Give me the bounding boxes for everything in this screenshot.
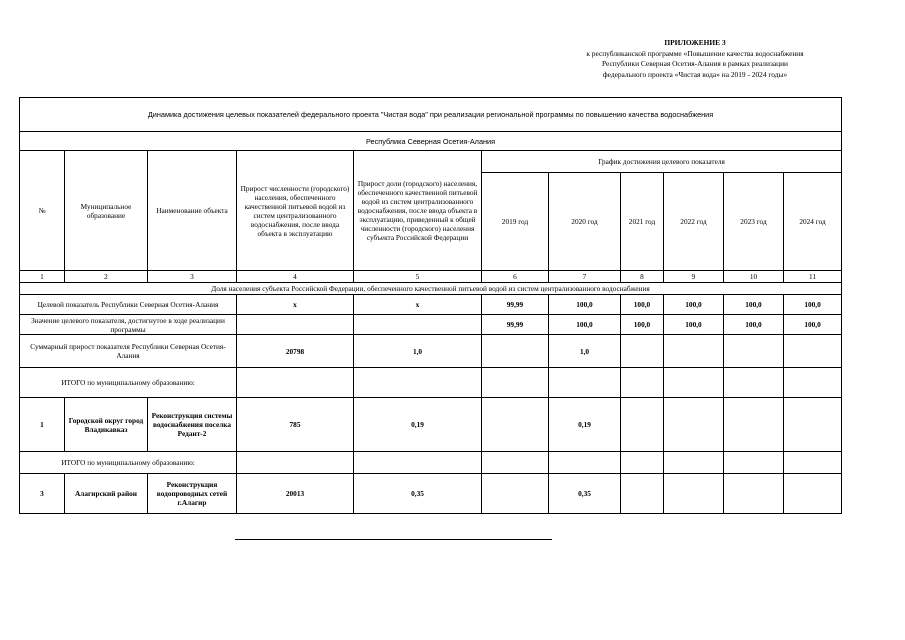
header-municipality: Муниципальное образование <box>65 151 148 271</box>
entry-2022 <box>664 474 724 514</box>
achieved-row-2024: 100,0 <box>784 315 842 335</box>
sum-row-2021 <box>621 335 664 368</box>
total-row-cell <box>482 452 549 474</box>
target-row-2020: 100,0 <box>549 295 621 315</box>
signature-line <box>235 539 552 540</box>
header-growth-count: Прирост численности (городского) населения, обеспеченного качественной питьевой водой из систем централизованного водоснабжения, после ввода объекта в эксплуатацию <box>237 151 354 271</box>
total-row-cell <box>549 452 621 474</box>
sum-row-2023 <box>724 335 784 368</box>
annex-line-2: Республики Северная Осетия-Алания в рамках реализации <box>601 59 789 68</box>
entry-2024 <box>784 398 842 452</box>
sum-row-label: Суммарный прирост показателя Республики Северная Осетия-Алания <box>20 335 237 368</box>
entry-no: 1 <box>20 398 65 452</box>
target-row-2024: 100,0 <box>784 295 842 315</box>
entry-2024 <box>784 474 842 514</box>
total-row-cell <box>784 452 842 474</box>
achieved-row-count <box>237 315 354 335</box>
col-number: 8 <box>621 271 664 283</box>
header-object: Наименование объекта <box>148 151 237 271</box>
total-row-label: ИТОГО по муниципальному образованию: <box>20 368 237 398</box>
sum-row-2019 <box>482 335 549 368</box>
total-row-cell <box>664 452 724 474</box>
achieved-row-2022: 100,0 <box>664 315 724 335</box>
achieved-row-2021: 100,0 <box>621 315 664 335</box>
target-row-share: x <box>354 295 482 315</box>
entry-2021 <box>621 474 664 514</box>
total-row-cell <box>664 368 724 398</box>
header-schedule: График достижения целевого показателя <box>482 151 842 173</box>
total-row-cell <box>354 368 482 398</box>
sum-row-share: 1,0 <box>354 335 482 368</box>
total-row-cell <box>237 368 354 398</box>
entry-count: 785 <box>237 398 354 452</box>
col-number: 10 <box>724 271 784 283</box>
sum-row-count: 20798 <box>237 335 354 368</box>
target-row-2019: 99,99 <box>482 295 549 315</box>
entry-share: 0,19 <box>354 398 482 452</box>
entry-count: 20013 <box>237 474 354 514</box>
col-number: 5 <box>354 271 482 283</box>
total-row-cell <box>621 452 664 474</box>
col-number: 7 <box>549 271 621 283</box>
entry-2023 <box>724 398 784 452</box>
total-row-cell <box>621 368 664 398</box>
entry-2020: 0,35 <box>549 474 621 514</box>
target-row-2022: 100,0 <box>664 295 724 315</box>
total-row-cell <box>237 452 354 474</box>
achieved-row-share <box>354 315 482 335</box>
total-row-cell <box>724 368 784 398</box>
total-row-cell <box>354 452 482 474</box>
total-row-cell <box>482 368 549 398</box>
total-row-cell <box>784 368 842 398</box>
col-number: 6 <box>482 271 549 283</box>
entry-2023 <box>724 474 784 514</box>
annex-header <box>545 38 845 80</box>
sum-row-2022 <box>664 335 724 368</box>
header-year-2020: 2020 год <box>549 173 621 271</box>
col-number: 4 <box>237 271 354 283</box>
entry-2019 <box>482 474 549 514</box>
entry-share: 0,35 <box>354 474 482 514</box>
achieved-row-2019: 99,99 <box>482 315 549 335</box>
entry-2022 <box>664 398 724 452</box>
header-year-2019: 2019 год <box>482 173 549 271</box>
header-no: № <box>20 151 65 271</box>
total-row-label: ИТОГО по муниципальному образованию: <box>20 452 237 474</box>
entry-municipality: Алагирский район <box>65 474 148 514</box>
col-number: 9 <box>664 271 724 283</box>
achieved-row-2020: 100,0 <box>549 315 621 335</box>
achieved-row-2023: 100,0 <box>724 315 784 335</box>
header-year-2022: 2022 год <box>664 173 724 271</box>
entry-2020: 0,19 <box>549 398 621 452</box>
section-title: Доля населения субъекта Российской Федерации, обеспеченного качественной питьевой водой из систем централизованного водоснабжения <box>20 283 842 295</box>
entry-object: Реконструкция водопроводных сетей г.Алагир <box>148 474 237 514</box>
col-number: 1 <box>20 271 65 283</box>
col-number: 2 <box>65 271 148 283</box>
total-row-cell <box>549 368 621 398</box>
target-row-2023: 100,0 <box>724 295 784 315</box>
target-row-count: x <box>237 295 354 315</box>
col-number: 11 <box>784 271 842 283</box>
header-year-2021: 2021 год <box>621 173 664 271</box>
total-row-cell <box>724 452 784 474</box>
sum-row-2024 <box>784 335 842 368</box>
target-row-label: Целевой показатель Республики Северная Осетия-Алания <box>20 295 237 315</box>
annex-line-3: федерального проекта «Чистая вода» на 2019 - 2024 годы» <box>602 69 788 79</box>
header-year-2024: 2024 год <box>784 173 842 271</box>
region-name: Республика Северная Осетия-Алания <box>20 132 842 151</box>
header-year-2023: 2023 год <box>724 173 784 271</box>
entry-2021 <box>621 398 664 452</box>
annex-line-1: к республиканской программе «Повышение качества водоснабжения <box>586 48 804 58</box>
achieved-row-label: Значение целевого показателя, достигнутое в ходе реализации программы <box>20 315 237 335</box>
indicator-table <box>19 97 842 514</box>
header-growth-share: Прирост доли (городского) населения, обеспеченного качественной питьевой водой из систем централизованного водоснабжения, после ввода объекта в эксплуатацию, приведенный к общей численности (городского) населения субъекта Российской Федерации <box>354 151 482 271</box>
entry-municipality: Городской округ город Владикавказ <box>65 398 148 452</box>
table-title: Динамика достижения целевых показателей федерального проекта "Чистая вода" при реализации региональной программы по повышению качества водоснабжения <box>20 98 842 132</box>
annex-title: ПРИЛОЖЕНИЕ 3 <box>664 38 726 47</box>
entry-2019 <box>482 398 549 452</box>
entry-object: Реконструкция системы водоснабжения поселка Редант-2 <box>148 398 237 452</box>
entry-no: 3 <box>20 474 65 514</box>
target-row-2021: 100,0 <box>621 295 664 315</box>
col-number: 3 <box>148 271 237 283</box>
sum-row-2020: 1,0 <box>549 335 621 368</box>
